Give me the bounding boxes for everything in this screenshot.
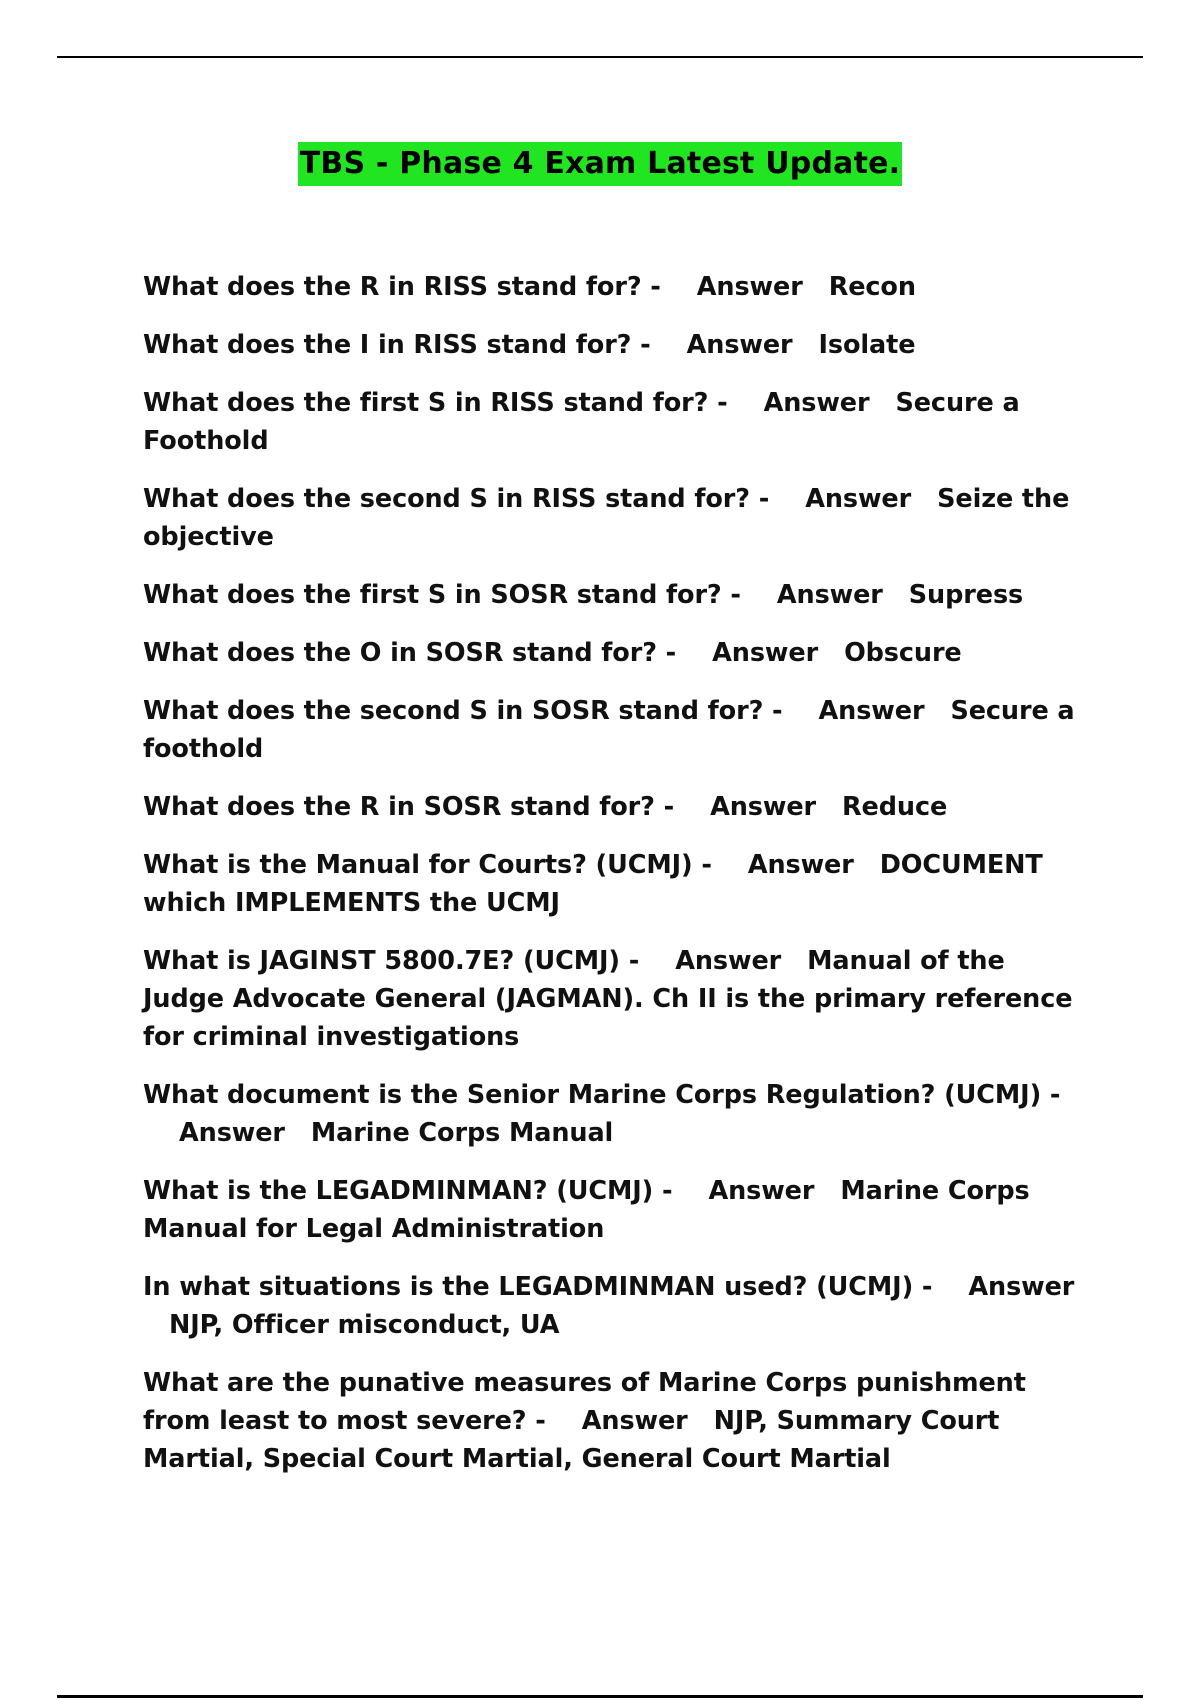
document-title: TBS - Phase 4 Exam Latest Update. (298, 142, 903, 186)
answer-text: Obscure (844, 638, 962, 668)
qa-item (143, 846, 1093, 922)
qa-item (143, 634, 1093, 672)
answer-label: Answer (712, 638, 819, 668)
question-text: What does the R in RISS stand for? - (143, 272, 661, 302)
answer-text: NJP, Officer misconduct, UA (169, 1310, 560, 1340)
answer-label: Answer (179, 1118, 285, 1148)
answer-label: Answer (686, 330, 793, 360)
title-container (0, 142, 1200, 186)
qa-item (143, 1364, 1093, 1478)
answer-text: NJP, Summary Court Martial, Special Court Martial, General Court Martial (143, 1406, 1000, 1474)
answer-text: Manual of the Judge Advocate General (JAGMAN). Ch II is the primary reference for criminal investigations (143, 946, 1073, 1052)
answer-text: Recon (828, 272, 916, 302)
top-rule (57, 56, 1143, 58)
answer-text: Supress (908, 580, 1024, 610)
answer-label: Answer (710, 792, 817, 822)
question-text: What is JAGINST 5800.7E? (UCMJ) - (143, 946, 640, 976)
answer-text: Marine Corps Manual for Legal Administration (143, 1176, 1030, 1244)
answer-label: Answer (696, 272, 803, 302)
answer-text: Reduce (842, 792, 948, 822)
qa-item (143, 1172, 1093, 1248)
answer-text: Seize the objective (143, 484, 1070, 552)
qa-item (143, 692, 1093, 768)
answer-label: Answer (675, 946, 782, 976)
qa-item (143, 480, 1093, 556)
qa-item (143, 268, 1093, 306)
qa-item (143, 942, 1093, 1056)
bottom-rule (57, 1695, 1143, 1698)
answer-text: Secure a Foothold (143, 388, 1020, 456)
question-text: What does the first S in RISS stand for? - (143, 388, 728, 418)
qa-item (143, 326, 1093, 364)
question-text: What does the first S in SOSR stand for? - (143, 580, 741, 610)
question-text: What does the R in SOSR stand for? - (143, 792, 675, 822)
question-text: What does the second S in SOSR stand for? - (143, 696, 783, 726)
answer-label: Answer (818, 696, 925, 726)
question-text: What document is the Senior Marine Corps Regulation? (UCMJ) - (143, 1080, 1061, 1110)
answer-text: DOCUMENT which IMPLEMENTS the UCMJ (143, 850, 1043, 918)
question-text: What does the second S in RISS stand for? - (143, 484, 770, 514)
answer-label: Answer (805, 484, 912, 514)
qa-item (143, 1268, 1093, 1344)
question-text: What does the O in SOSR stand for? - (143, 638, 677, 668)
answer-label: Answer (581, 1406, 688, 1436)
answer-label: Answer (763, 388, 870, 418)
question-text: In what situations is the LEGADMINMAN used? (UCMJ) - (143, 1272, 933, 1302)
qa-item (143, 576, 1093, 614)
question-text: What are the punative measures of Marine Corps punishment from least to most severe? - (143, 1368, 1026, 1436)
answer-text: Marine Corps Manual (310, 1118, 614, 1148)
qa-item (143, 788, 1093, 826)
answer-label: Answer (968, 1272, 1075, 1302)
qa-list (143, 268, 1093, 1498)
answer-label: Answer (776, 580, 883, 610)
qa-item (143, 1076, 1093, 1152)
answer-text: Secure a foothold (143, 696, 1075, 764)
question-text: What does the I in RISS stand for? - (143, 330, 651, 360)
question-text: What is the LEGADMINMAN? (UCMJ) - (143, 1176, 673, 1206)
answer-label: Answer (747, 850, 854, 880)
answer-text: Isolate (818, 330, 916, 360)
qa-item (143, 384, 1093, 460)
question-text: What is the Manual for Courts? (UCMJ) - (143, 850, 712, 880)
answer-label: Answer (708, 1176, 815, 1206)
